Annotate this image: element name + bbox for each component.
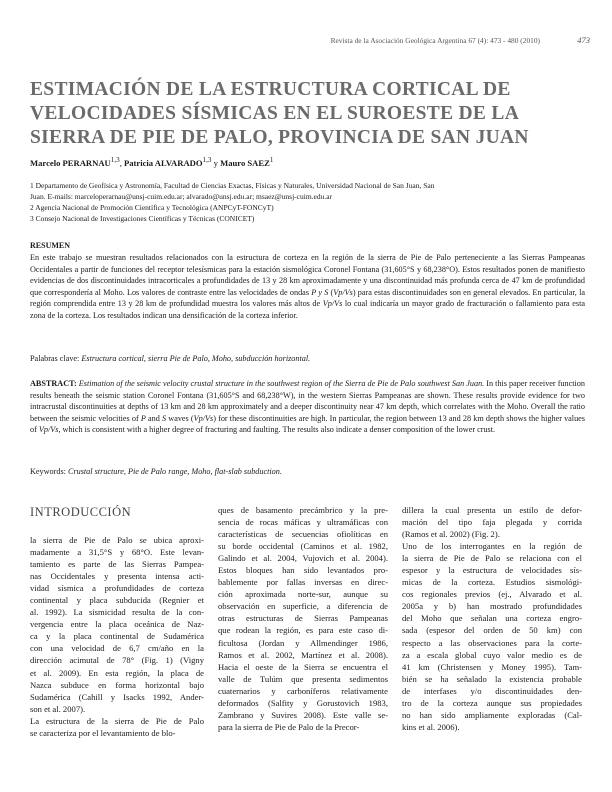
abstract-title: Estimation of the seismic velocity crustal structure in the southwest region of the Sierra de Pie de Palo southwest San Juan. bbox=[78, 379, 485, 388]
abstract-italic: S bbox=[162, 413, 167, 423]
resumen-segment: En este trabajo se muestran resultados relacionados con la estructura de corteza en la región de la sierra de Pie de Palo perteneciente a las Sierras Pampeanas Occidentales a partir de funciones del receptor telesísmicas para la estación sismológica Coronel Fontana (31,605°S y 68,238°O). Estos resultados ponen de manifiesto evidencias de dos discontinuidades intracorticales a profundidades de 13 y 28 km aproximadamente y una discontinuidad más profunda cerca de 47 km de profundidad que correspondería al Moho. Los valores de contraste entre las velocidades de ondas bbox=[30, 253, 585, 297]
body-text-line: za a escala global cuyo valor medio es de bbox=[402, 649, 582, 660]
resumen-heading: RESUMEN bbox=[30, 241, 71, 250]
title-line: SIERRA DE PIE DE PALO, PROVINCIA DE SAN JUAN bbox=[30, 127, 529, 148]
column-1 bbox=[30, 504, 204, 739]
paper-title bbox=[30, 78, 590, 150]
body-text-line: se caracteriza por el levantamiento de blo- bbox=[30, 727, 176, 738]
body-text-line: espesor y la estructura de velocidades sís- bbox=[402, 565, 582, 576]
body-text-line: para la sierra de Pie de Palo de la Precor- bbox=[218, 721, 360, 732]
author-name: Mauro SAEZ bbox=[220, 157, 270, 168]
abstract-text bbox=[30, 378, 585, 436]
body-text-line: vidad sísmica a profundidades de corteza bbox=[30, 583, 204, 594]
body-text-line: kins et al. 2006). bbox=[402, 721, 460, 732]
abstract-label: ABSTRACT: bbox=[30, 379, 79, 388]
author-name: Patricia ALVARADO bbox=[124, 157, 203, 168]
body-text-line: sencia de rocas máficas y ultramáficas con bbox=[218, 517, 388, 528]
body-text-line: La estructura de la sierra de Pie de Palo bbox=[30, 715, 204, 726]
body-text-line: dirección acimutal de 78° (Fig. 1) (Vigny bbox=[30, 655, 204, 666]
abstract-segment: , which is consistent with a higher degree of fracturing and faulting. The results also indicate a denser composition of the lower crust. bbox=[58, 425, 496, 435]
column-2 bbox=[218, 504, 388, 733]
author-affil-mark: 1,3 bbox=[202, 156, 212, 164]
abstract-italic: Vp/Vs bbox=[38, 425, 59, 435]
title-line: VELOCIDADES SÍSMICAS EN EL SUROESTE DE LA bbox=[30, 103, 520, 124]
body-text-line: et al. 2009). En esta región, la placa de bbox=[30, 667, 204, 678]
affiliation-line: 1 Departamento de Geofísica y Astronomía, Facultad de Ciencias Exactas, Físicas y Naturales, Universidad Nacional de San Juan, San bbox=[30, 181, 435, 190]
body-text-line: con una velocidad de 6,7 cm/año en la bbox=[30, 643, 204, 654]
body-text-line: Nazca subduce en forma horizontal bajo bbox=[30, 679, 204, 690]
resumen-italic: Vp/Vs bbox=[322, 299, 343, 309]
body-text-line: vergencia entre la placa oceánica de Naz- bbox=[30, 619, 204, 630]
body-text-line: al. 1992). La sismicidad resulta de la con- bbox=[30, 607, 204, 618]
keywords-text: Crustal structure, Pie de Palo range, Moho, flat-slab subduction. bbox=[67, 467, 282, 476]
author-affil-mark: 1,3 bbox=[110, 156, 120, 164]
body-text-line: 2005a y b) han mostrado profundidades bbox=[402, 601, 582, 612]
abstract-segment: In this paper receiver function results beneath the seismic station Coronel Fontana (31,605°S and 68,238°W), in the western Sierras Pampeanas are shown. These results provide evidence for two intracrustal discontinuities at depths of 13 km and 28 km approximately and a deeper discontinuity near 47 km depth, which correlates with the Moho. Overall the ratio between the seismic velocities of bbox=[30, 379, 585, 423]
body-text-line: ción aproximada norte-sur, aunque su bbox=[218, 589, 388, 600]
body-text-line: Hacia el oeste de la Sierra se encuentra el bbox=[218, 661, 388, 672]
resumen-segment: lo cual indicaría un mayor grado de fracturación o fallamiento para esta zona de la corteza. Los resultados indican una densificación de la corteza inferior. bbox=[30, 299, 585, 320]
body-text-line: ca y la placa continental de Sudamérica bbox=[30, 631, 204, 642]
section-heading: INTRODUCCIÓN bbox=[30, 505, 132, 519]
body-text-line: respecto a las observaciones para la corte- bbox=[402, 637, 582, 648]
column-1-body bbox=[30, 534, 204, 739]
body-text-line: valle de Tulúm que presenta sedimentos bbox=[218, 673, 388, 684]
body-text-line: nas Occidentales y presenta intensa acti- bbox=[30, 571, 204, 582]
body-text-line: tamiento es parte de las Sierras Pampea- bbox=[30, 559, 204, 570]
running-header bbox=[60, 36, 590, 50]
body-text-line: deformados (Salfity y Gorustovich 1983, bbox=[218, 697, 388, 708]
affiliation-line: Juan. E-mails: marceloperarnau@unsj-cuim.edu.ar; alvarado@unsj.edu.ar; msaez@unsj-cuim.edu.ar bbox=[30, 192, 333, 201]
author-list: Marcelo PERARNAU$^{1,3}$, Patricia ALVARADO$^{1,3}$ y Mauro SAEZ$^1$ bbox=[30, 156, 274, 168]
body-text-line: tro de la corteza aunque sus propiedades bbox=[402, 697, 582, 708]
body-text-line: otras estructuras de Sierras Pampeanas bbox=[218, 613, 388, 624]
body-text-line: Galindo et al. 2004, Vujovich et al. 2004). bbox=[218, 553, 388, 564]
body-text-line: la sierra de Pie de Palo se relaciona con el bbox=[402, 553, 582, 564]
body-text-line: Zambrano y Suvires 2008). Este valle se- bbox=[218, 709, 388, 720]
body-text-line: (Ramos et al. 2002) (Fig. 2). bbox=[402, 529, 500, 540]
body-text-line: ques de basamento precámbrico y la pre- bbox=[218, 505, 388, 515]
body-text-line: observación en superficie, a diferencia de bbox=[218, 601, 388, 612]
body-text-line: de interfases y/o discontinuidades den- bbox=[402, 685, 582, 696]
keywords-label: Keywords: bbox=[30, 467, 68, 476]
body-text-line: bién se ha señalado la existencia probable bbox=[402, 673, 582, 684]
body-text-line: son et al. 2007). bbox=[30, 703, 86, 714]
title-line: ESTIMACIÓN DE LA ESTRUCTURA CORTICAL DE bbox=[30, 79, 511, 100]
body-text-line: del Moho que señalan una corteza engro- bbox=[402, 613, 582, 624]
body-text-line: Estos bloques han sido levantados pro- bbox=[218, 565, 388, 576]
body-text-line: mación del tipo faja plegada y corrida bbox=[402, 517, 582, 528]
author-name: Marcelo PERARNAU bbox=[30, 157, 111, 168]
journal-citation: Revista de la Asociación Geológica Argentina 67 (4): 473 - 480 (2010) bbox=[330, 36, 540, 45]
abstract-segment: ) for these discontinuities are high. In particular, the region between 13 and 28 km depth shows the higher values of bbox=[30, 413, 585, 435]
body-text-line: características de secuencias ofiolíticas en bbox=[218, 529, 388, 540]
abstract-segment: and bbox=[145, 413, 163, 423]
body-text-line: cuaternarios y carboníferos relativamente bbox=[218, 685, 388, 696]
body-text-line: la sierra de Pie de Palo se ubica aproxi- bbox=[30, 535, 204, 545]
resumen-segment: ) para estas discontinuidades son en general elevados. En particular, la región comprendida entre 13 y 28 km de profundidad muestra los valores más altos de bbox=[30, 287, 585, 309]
author-conjunction: y bbox=[211, 157, 221, 168]
body-text-line: que rodean la región, es para este caso di- bbox=[218, 625, 388, 636]
resumen-text bbox=[30, 252, 585, 322]
body-text-line: no han sido ampliamente exploradas (Cal- bbox=[402, 709, 582, 720]
body-text-line: 41 km (Christensen y Money 1995). Tam- bbox=[402, 661, 582, 672]
body-text-line: sada (espesor del orden de 50 km) con bbox=[402, 625, 582, 636]
palabras-clave bbox=[30, 354, 585, 363]
body-text-line: ficultosa (Jordan y Allmendinger 1986, bbox=[218, 637, 388, 648]
affiliation-line: 2 Agencia Nacional de Promoción Científica y Tecnológica (ANPCyT-FONCyT) bbox=[30, 203, 274, 212]
column-3 bbox=[402, 504, 582, 733]
keywords bbox=[30, 467, 585, 476]
palabras-label: Palabras clave: bbox=[30, 354, 82, 363]
body-text-line: dillera la cual presenta un estilo de defor- bbox=[402, 505, 582, 515]
abstract-italic: P bbox=[140, 413, 146, 423]
body-text-line: continental y placa subducida (Regnier et bbox=[30, 595, 204, 606]
page-number: 473 bbox=[577, 35, 590, 45]
resumen-segment: ( bbox=[328, 287, 334, 297]
body-text-line: madamente a 31,5°S y 68°O. Este levan- bbox=[30, 547, 204, 558]
abstract-italic: Vp/Vs bbox=[193, 413, 214, 423]
abstract-segment: waves ( bbox=[166, 413, 194, 423]
column-2-body bbox=[218, 504, 388, 733]
body-text-line: cos regionales previos (ej., Alvarado et al. bbox=[402, 589, 582, 600]
body-text-line: su borde occidental (Caminos et al. 1982, bbox=[218, 541, 388, 552]
resumen-italic: P y S bbox=[311, 287, 329, 297]
body-text-line: Sudamérica (Cahill y Isacks 1992, Ander- bbox=[30, 691, 204, 702]
body-text-line: Ramos et al. 2002, Martínez et al. 2008). bbox=[218, 649, 388, 660]
author-affil-mark: 1 bbox=[269, 156, 274, 164]
affiliation-line: 3 Consejo Nacional de Investigaciones Científicas y Técnicas (CONICET) bbox=[30, 214, 255, 223]
resumen-italic: Vp/Vs bbox=[333, 287, 353, 297]
body-text-line: micas de la corteza. Estudios sismológi- bbox=[402, 577, 582, 588]
body-text-line: bablemente por fallas inversas en direc- bbox=[218, 577, 388, 588]
body-text-line: Uno de los interrogantes en la región de bbox=[402, 541, 582, 552]
column-3-body bbox=[402, 504, 582, 733]
palabras-text: Estructura cortical, sierra Pie de Palo, Moho, subducción horizontal. bbox=[81, 354, 311, 363]
